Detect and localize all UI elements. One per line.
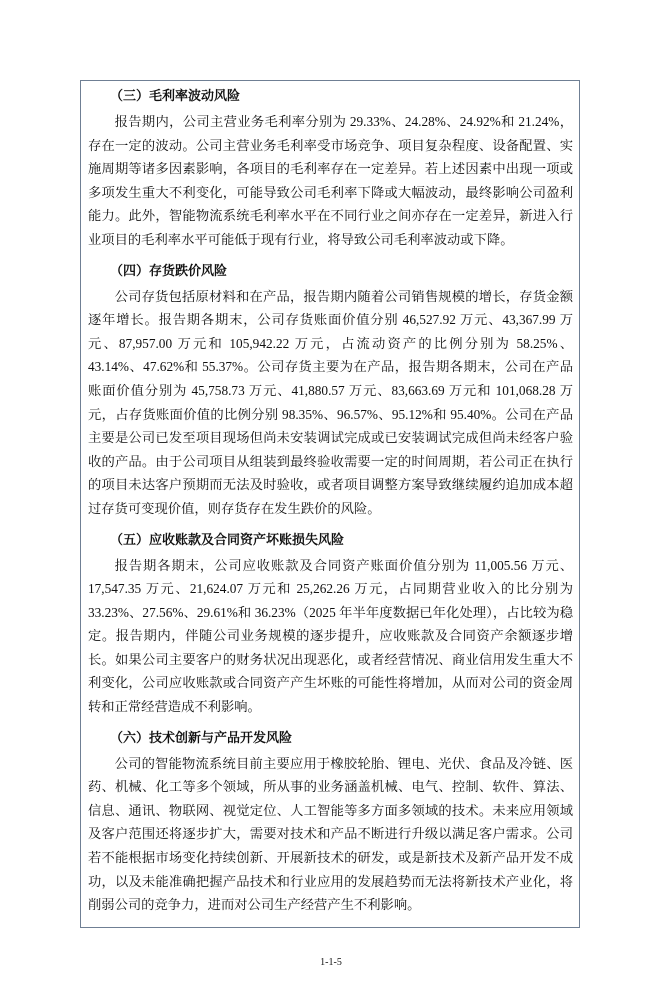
section-paragraph: 公司存货包括原材料和在产品，报告期内随着公司销售规模的增长，存货金额逐年增长。报告期各期末，公司存货账面价值分别 46,527.92 万元、43,367.99 万元、87,957.00 万元和 105,942.22 万元，占流动资产的比例分别为 58.25%、43.14%、47.62%和 55.37%。公司存货主要为在产品，报告期各期末，公司在产品账面价值分别为 45,758.73 万元、41,880.57 万元、83,663.69 万元和 101,068.28 万元，占存货账面价值的比例分别 98.35%、96.57%、95.12%和 95.40%。公司在产品主要是公司已发至项目现场但尚未安装调试完成或已安装调试完成但尚未经客户验收的产品。由于公司项目从组装到最终验收需要一定的时间周期，若公司正在执行的项目未达客户预期而无法及时验收，或者项目调整方案导致继续履约追加成本超过存货可变现价值，则存货存在发生跌价的风险。 — [88, 288, 573, 516]
risk-section-box — [80, 80, 580, 928]
section-heading: （四）存货跌价风险 — [110, 262, 228, 278]
section-paragraph: 报告期内，公司主营业务毛利率分别为 29.33%、24.28%、24.92%和 21.24%，存在一定的波动。公司主营业务毛利率受市场竞争、项目复杂程度、设备配置、实施周期等诸多因素影响，各项目的毛利率存在一定差异。若上述因素中出现一项或多项发生重大不利变化，可能导致公司毛利率下降或大幅波动，最终影响公司盈利能力。此外，智能物流系统毛利率水平在不同行业之间亦存在一定差异，新进入行业项目的毛利率水平可能低于现有行业，将导致公司毛利率波动或下降。 — [88, 114, 573, 247]
section-heading: （五）应收账款及合同资产坏账损失风险 — [110, 531, 345, 547]
section-paragraph: 报告期各期末，公司应收账款及合同资产账面价值分别为 11,005.56 万元、17,547.35 万元、21,624.07 万元和 25,262.26 万元，占同期营业收入的比分别为 33.23%、27.56%、29.61%和 36.23%（2025 年半年度数据已年化处理），占比较为稳定。报告期内，伴随公司业务规模的逐步提升，应收账款及合同资产余额逐步增长。如果公司主要客户的财务状况出现恶化，或者经营情况、商业信用发生重大不利变化，公司应收账款或合同资产产生坏账的可能性将增加，从而对公司的资金周转和正常经营造成不利影响。 — [88, 557, 573, 715]
page-number: 1-1-5 — [320, 956, 342, 968]
section-heading: （六）技术创新与产品开发风险 — [110, 729, 293, 745]
section-paragraph: 公司的智能物流系统目前主要应用于橡胶轮胎、锂电、光伏、食品及冷链、医药、机械、化工等多个领域，所从事的业务涵盖机械、电气、控制、软件、算法、信息、通讯、物联网、视觉定位、人工智能等多方面多领域的技术。未来应用领域及客户范围还将逐步扩大，需要对技术和产品不断进行升级以满足客户需求。公司若不能根据市场变化持续创新、开展新技术的研发，或是新技术及新产品开发不成功，以及未能准确把握产品技术和行业应用的发展趋势而无法将新技术产业化，将削弱公司的竞争力，进而对公司生产经营产生不利影响。 — [88, 755, 573, 913]
section-heading: （三）毛利率波动风险 — [110, 88, 241, 103]
